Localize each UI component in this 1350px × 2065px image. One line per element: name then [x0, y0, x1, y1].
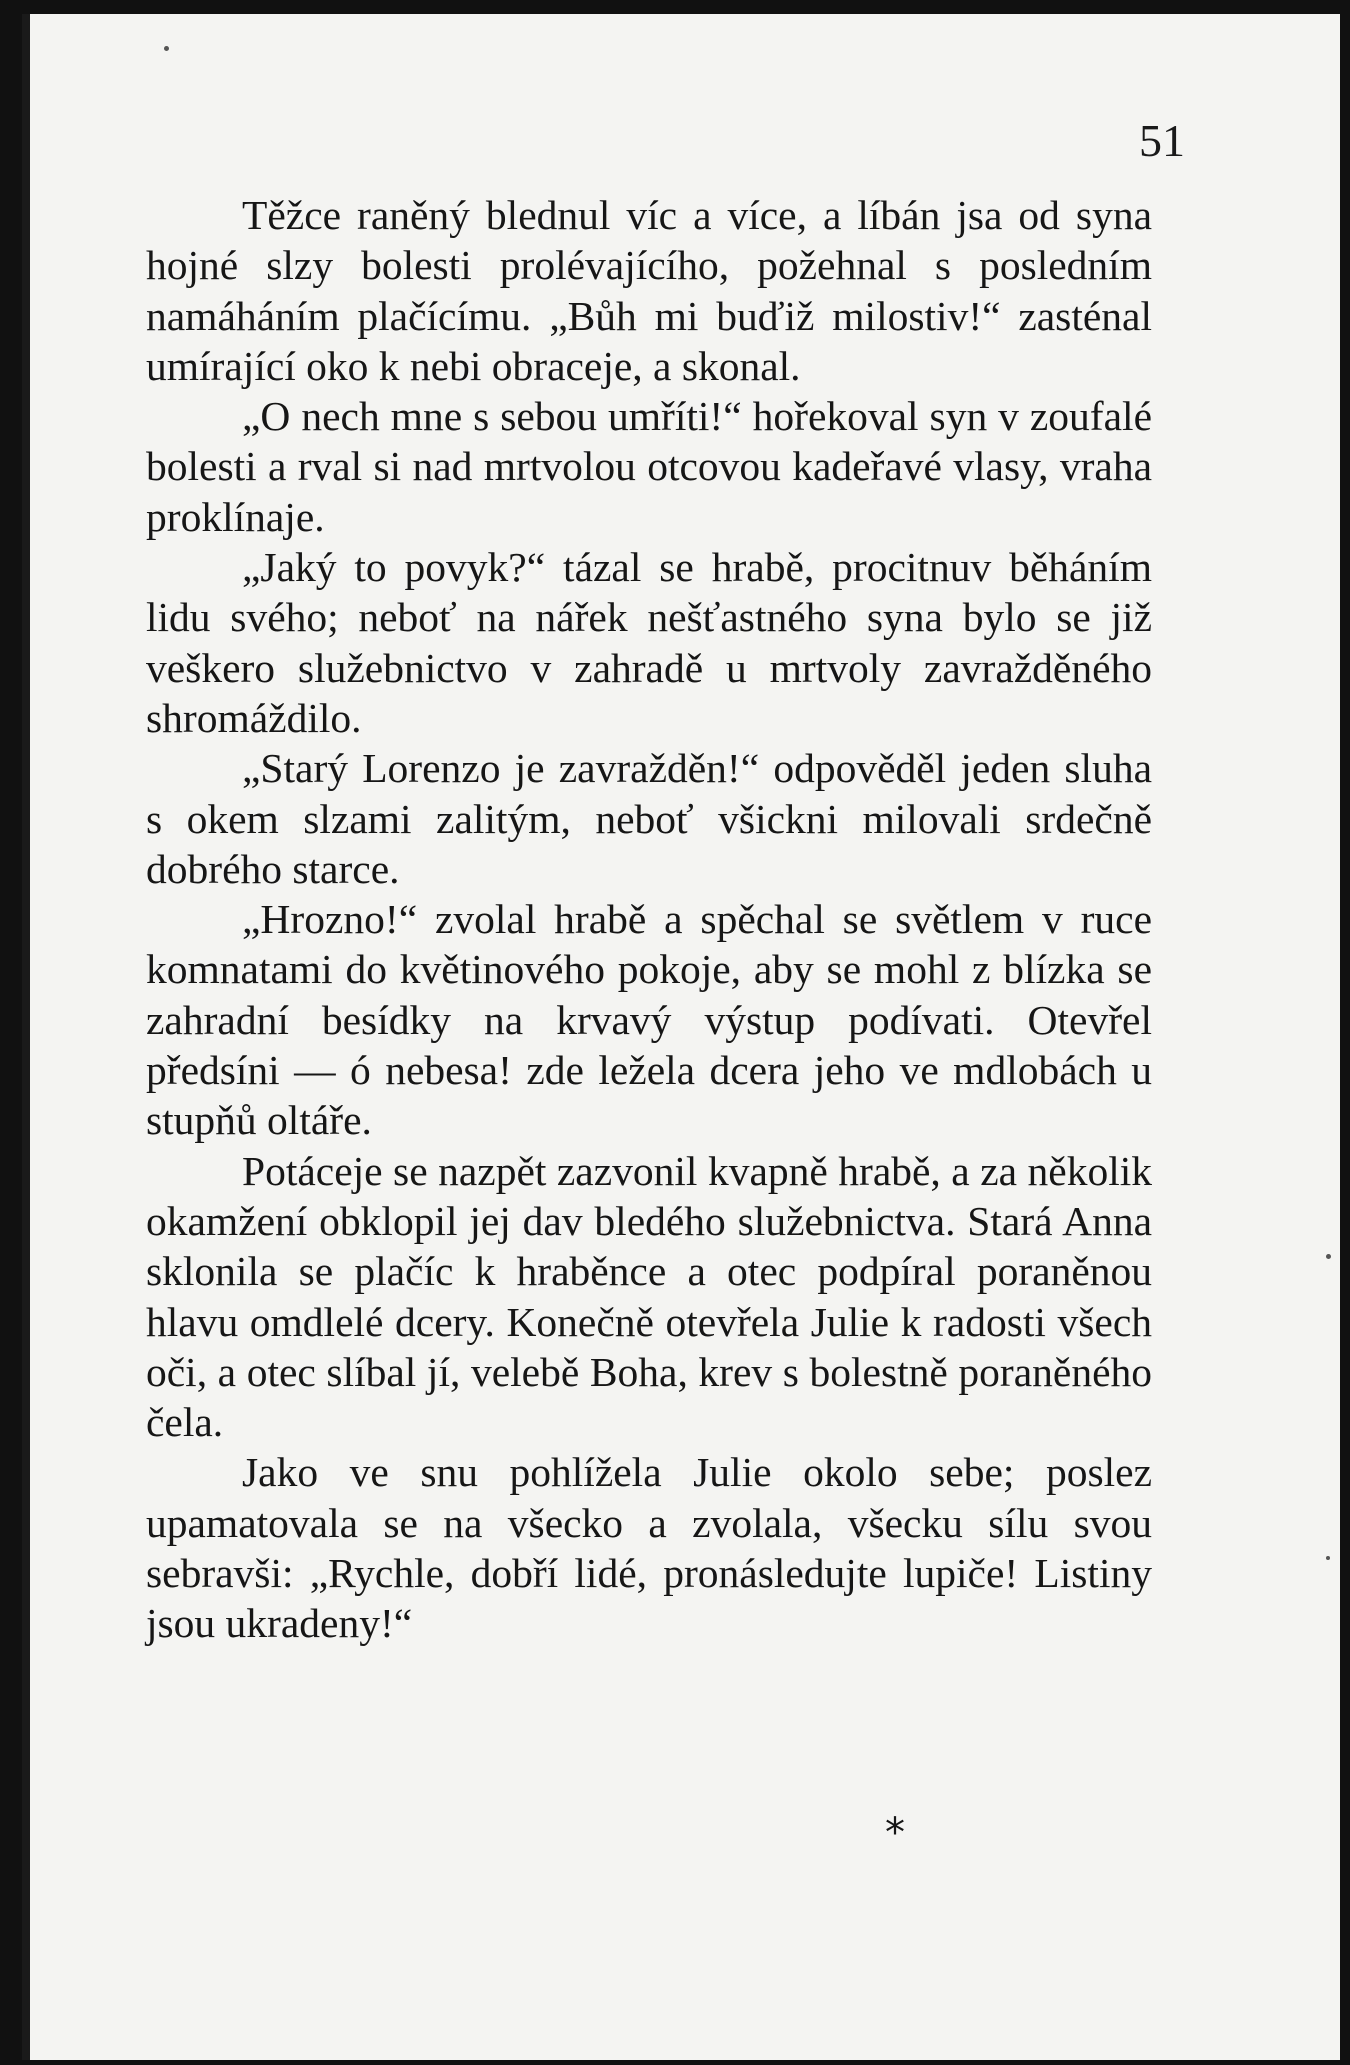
scan-speck — [1326, 1254, 1331, 1259]
paragraph: Jako ve snu pohlížela Julie okolo sebe; poslez upamatovala se na všecko a zvolala, všecku sílu svou sebravši: „Rychle, dobří lidé, pronásledujte lupiče! Listiny jsou ukradeny!“ — [146, 1449, 1152, 1647]
scan-speck — [164, 46, 169, 51]
book-page — [22, 14, 1340, 2060]
page-number: 51 — [1139, 115, 1185, 166]
paragraph: „Starý Lorenzo je zavražděn!“ odpověděl jeden sluha s okem slzami zalitým, neboť všickni milovali srdečně dobrého starce. — [146, 745, 1152, 892]
scan-speck — [1326, 1556, 1330, 1560]
paragraph: „Hrozno!“ zvolal hrabě a spěchal se světlem v ruce komnatami do květinového pokoje, aby se mohl z blízka se zahradní besídky na krvavý výstup podívati. Otevřel předsíni — ó nebesa! zde ležela dcera jeho ve mdlobách u stupňů oltáře. — [146, 896, 1152, 1144]
paragraph: „Jaký to povyk?“ tázal se hrabě, procitnuv běháním lidu svého; neboť na nářek nešťastného syna bylo se již veškero služebnictvo v zahradě u mrtvoly zavražděného shromáždilo. — [146, 544, 1152, 741]
paragraph: Těžce raněný blednul víc a více, a líbán jsa od syna hojné slzy bolesti prolévajícího, požehnal s posledním namáháním plačícímu. „Bůh mi buďiž milostiv!“ zasténal umírající oko k nebi obraceje, a skonal. — [146, 192, 1152, 389]
paragraph: „O nech mne s sebou umříti!“ hořekoval syn v zoufalé bolesti a rval si nad mrtvolou otcovou kadeřavé vlasy, vraha proklínaje. — [146, 393, 1152, 540]
body-text — [146, 190, 1152, 1649]
section-separator: * — [885, 1810, 905, 1856]
paragraph: Potáceje se nazpět zazvonil kvapně hrabě, a za několik okamžení obklopil jej dav bledého služebnictva. Stará Anna sklonila se plačíc k hraběnce a otec podpíral poraněnou hlavu omdlelé dcery. Konečně otevřela Julie k radosti všech oči, a otec slíbal jí, velebě Boha, krev s bolestně poraněného čela. — [146, 1147, 1152, 1446]
